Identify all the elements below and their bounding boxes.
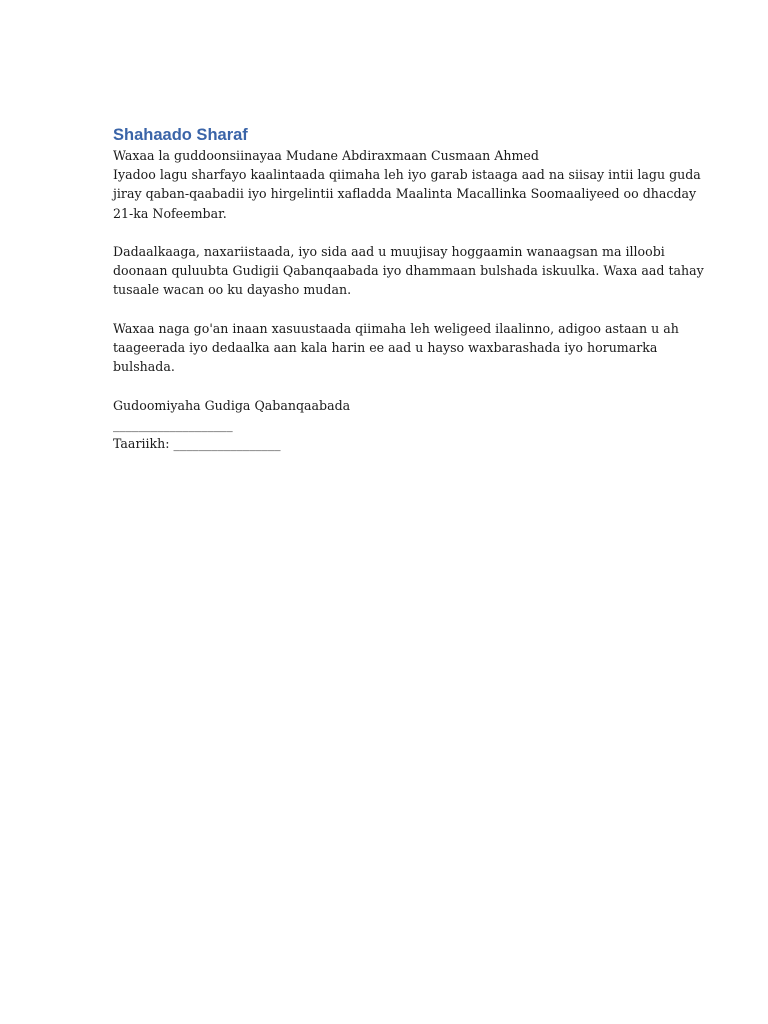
intro-line: 21-ka Nofeembar. [113,205,227,221]
paragraph-spacer [113,223,673,242]
recipient-line: Waxaa la guddoonsiinayaa Mudane Abdiraxmaan Cusmaan Ahmed [113,148,539,163]
appreciation-line: tusaale wacan oo ku dayasho mudan. [113,282,352,298]
appreciation-paragraph [113,242,704,300]
commitment-line: taageerada iyo dedaalka aan kala harin ee aad u hayso waxbarashada iyo horumarka [113,340,658,355]
date-line: Taariikh: _________________ [113,436,281,451]
paragraph-spacer [113,300,673,319]
paragraph-spacer [113,376,673,395]
document-title: Shahaado Sharaf [113,126,248,144]
intro-line: jiray qaban-qaabadii iyo hirgelintii xafladda Maalinta Macallinka Soomaaliyeed oo dhacday [113,186,697,202]
intro-line: Iyadoo lagu sharfayo kaalintaada qiimaha leh iyo garab istaaga aad na siisay intii lagu guda [113,167,701,183]
appreciation-line: Dadaalkaaga, naxariistaada, iyo sida aad u muujisay hoggaamin wanaagsan ma illoobi [113,244,665,259]
appreciation-line: doonaan quluubta Gudigii Qabanqaabada iyo dhammaan bulshada iskuulka. Waxa aad tahay [113,263,704,279]
signatory-title: Gudoomiyaha Gudiga Qabanqaabada [113,397,351,413]
certificate-document [113,124,704,453]
commitment-line: bulshada. [113,359,175,375]
commitment-line: Waxaa naga go'an inaan xasuustaada qiimaha leh weligeed ilaalinno, adigoo astaan u ah [113,320,679,336]
intro-paragraph [113,165,701,223]
signature-line: ___________________ [113,416,233,432]
commitment-paragraph [113,319,679,377]
